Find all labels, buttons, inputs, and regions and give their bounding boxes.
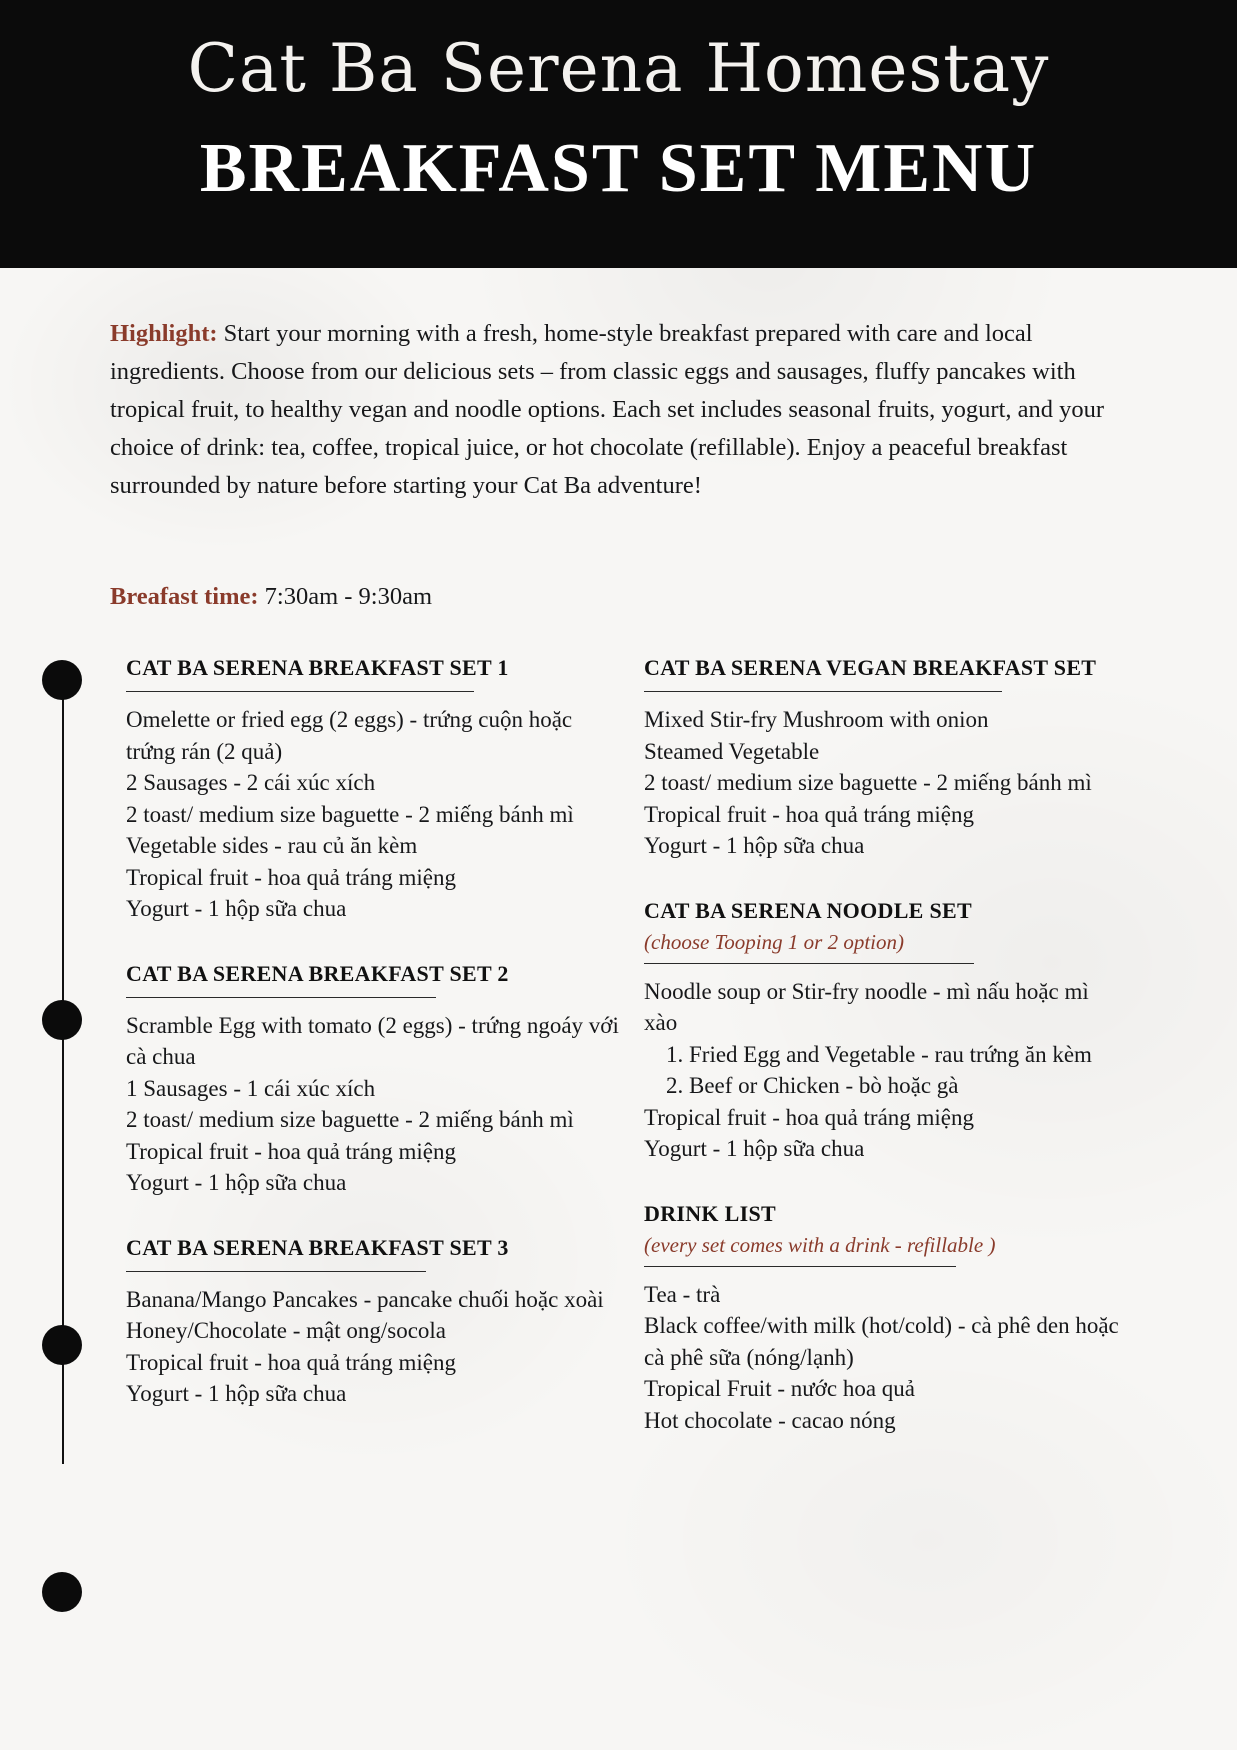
- divider: [644, 691, 1002, 692]
- set-item: 2. Beef or Chicken - bò hoặc gà: [666, 1073, 959, 1098]
- set-title: CAT BA SERENA VEGAN BREAKFAST SET: [644, 655, 1097, 680]
- homestay-name: Cat Ba Serena Homestay: [187, 30, 1050, 107]
- set-item: Yogurt - 1 hộp sữa chua: [126, 896, 347, 921]
- set-item: Honey/Chocolate - mật ong/socola: [126, 1318, 447, 1343]
- divider: [644, 1266, 956, 1267]
- breakfast-time: [110, 580, 432, 614]
- set-item: Omelette or fried egg (2 eggs) - trứng cuộn hoặc trứng rán (2 quả): [126, 707, 573, 764]
- set-item: Scramble Egg with tomato (2 eggs) - trứng ngoáy với cà chua: [126, 1012, 619, 1069]
- set-items: [126, 1010, 626, 1199]
- divider: [126, 691, 474, 692]
- set-item: Yogurt - 1 hộp sữa chua: [126, 1381, 347, 1406]
- divider: [126, 997, 436, 998]
- set-item: Tropical fruit - hoa quả tráng miệng: [126, 864, 457, 890]
- breakfast-time-value: 7:30am - 9:30am: [258, 583, 433, 610]
- set-item: 2 toast/ medium size baguette - 2 miếng bánh mì: [126, 1107, 574, 1132]
- set-item: 2 toast/ medium size baguette - 2 miếng bánh mì: [644, 770, 1092, 795]
- set-item: Vegetable sides - rau củ ăn kèm: [126, 833, 418, 858]
- set-item: Tea - trà: [644, 1281, 721, 1307]
- set-title: CAT BA SERENA BREAKFAST SET 3: [126, 1234, 509, 1260]
- divider: [126, 1271, 426, 1272]
- page-title: BREAKFAST SET MENU: [199, 130, 1038, 207]
- menu-set-block: [126, 961, 626, 1199]
- timeline-dot: [42, 1325, 82, 1365]
- set-items: [644, 1279, 1126, 1437]
- set-title: CAT BA SERENA BREAKFAST SET 2: [126, 960, 509, 986]
- set-item: Tropical fruit - hoa quả tráng miệng: [126, 1138, 457, 1164]
- set-items: [126, 1284, 626, 1410]
- set-item: 2 toast/ medium size baguette - 2 miếng bánh mì: [126, 801, 574, 827]
- divider: [644, 963, 974, 964]
- set-item: Yogurt - 1 hộp sữa chua: [644, 1136, 865, 1161]
- menu-column-left: [126, 655, 626, 1472]
- set-item: Tropical fruit - hoa quả tráng miệng: [644, 801, 975, 827]
- set-items: [644, 704, 1126, 862]
- set-item: Mixed Stir-fry Mushroom with onion: [644, 707, 989, 732]
- set-title: CAT BA SERENA NOODLE SET: [644, 897, 972, 923]
- timeline-decoration: [42, 660, 86, 1460]
- set-item: Tropical Fruit - nước hoa quả: [644, 1376, 915, 1401]
- set-title: CAT BA SERENA BREAKFAST SET 1: [126, 655, 509, 680]
- set-item: Tropical fruit - hoa quả tráng miệng: [126, 1349, 457, 1375]
- set-item: Tropical fruit - hoa quả tráng miệng: [644, 1104, 975, 1130]
- set-item: Noodle soup or Stir-fry noodle - mì nấu hoặc mì xào: [644, 978, 1089, 1035]
- timeline-dot: [42, 1572, 82, 1612]
- breakfast-time-label: Breafast time:: [110, 583, 259, 610]
- set-items: [126, 704, 626, 925]
- timeline-dot: [42, 1000, 82, 1040]
- timeline-dot: [42, 660, 82, 700]
- menu-set-block: [644, 655, 1126, 862]
- set-items: [644, 976, 1126, 1165]
- intro-paragraph: [110, 315, 1120, 505]
- set-subtitle: (every set comes with a drink - refillable ): [644, 1232, 996, 1257]
- header-band: [0, 0, 1237, 268]
- menu-set-block: [126, 1235, 626, 1410]
- menu-column-right: [626, 655, 1126, 1472]
- set-item: Yogurt - 1 hộp sữa chua: [126, 1170, 347, 1195]
- drink-list-block: [644, 1201, 1126, 1437]
- set-item: 1 Sausages - 1 cái xúc xích: [126, 1075, 376, 1101]
- intro-text: Start your morning with a fresh, home-style breakfast prepared with care and local ingredients. Choose from our delicious sets – from classic eggs and sausages, fluffy pancakes with tropical fruit, to healthy vegan and noodle options. Each set includes seasonal fruits, yogurt, and your choice of drink: tea, coffee, tropical juice, or hot chocolate (refillable). Enjoy a peaceful breakfast surrounded by nature before starting your Cat Ba adventure!: [110, 320, 1105, 499]
- set-item: Yogurt - 1 hộp sữa chua: [644, 833, 865, 858]
- highlight-label: Highlight:: [110, 320, 218, 347]
- set-item: 1. Fried Egg and Vegetable - rau trứng ăn kèm: [666, 1041, 1092, 1067]
- menu-set-block: [126, 655, 626, 925]
- menu-columns: [126, 655, 1126, 1472]
- set-subtitle: (choose Tooping 1 or 2 option): [644, 929, 904, 954]
- set-title: DRINK LIST: [644, 1200, 776, 1226]
- set-item: Hot chocolate - cacao nóng: [644, 1407, 896, 1433]
- menu-set-block: [644, 898, 1126, 1165]
- set-item: Banana/Mango Pancakes - pancake chuối hoặc xoài: [126, 1286, 604, 1312]
- set-item: 2 Sausages - 2 cái xúc xích: [126, 770, 376, 795]
- set-item: Black coffee/with milk (hot/cold) - cà phê den hoặc cà phê sữa (nóng/lạnh): [644, 1313, 1119, 1370]
- set-item: Steamed Vegetable: [644, 738, 820, 764]
